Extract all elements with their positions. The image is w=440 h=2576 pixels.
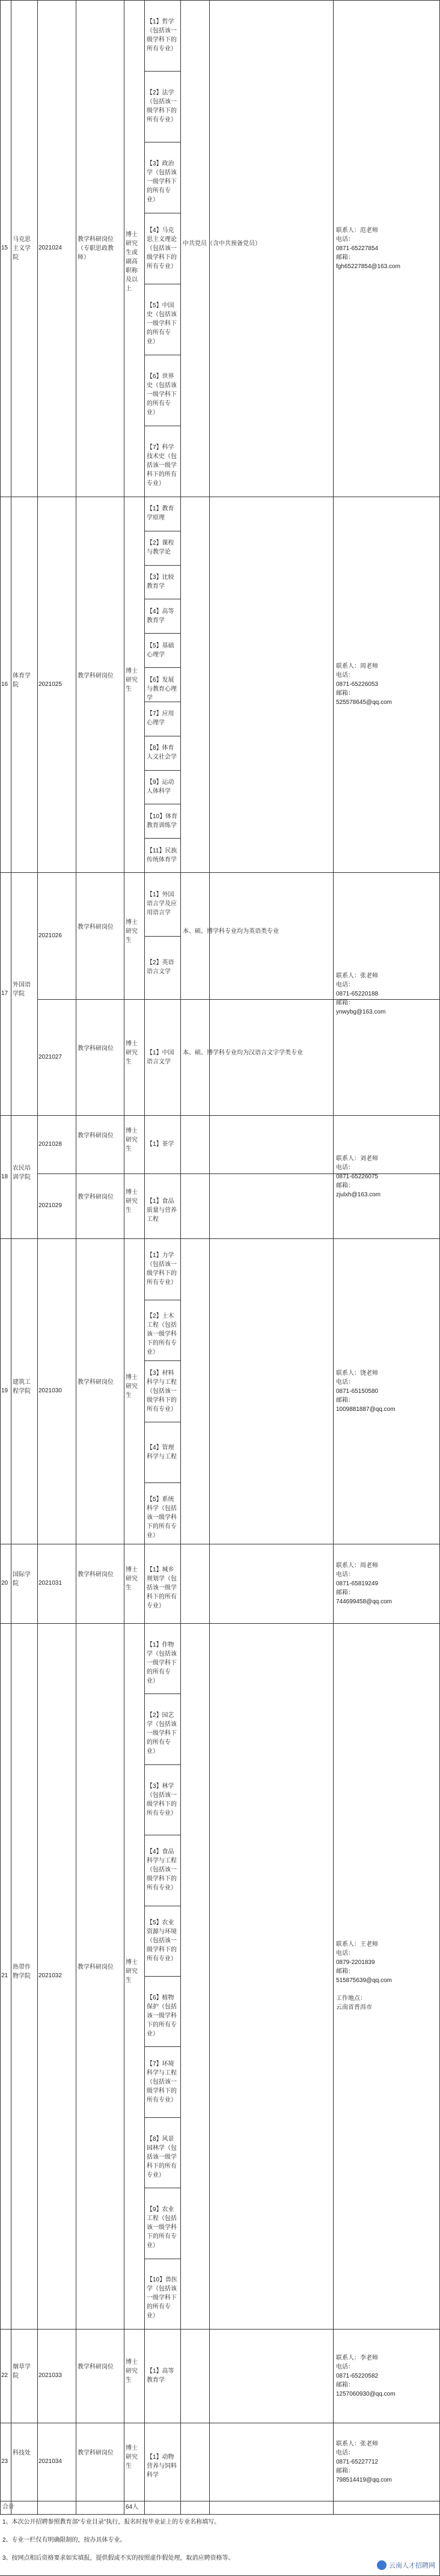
major-item: 【1】茶学 [147,1141,174,1148]
major-divider [144,1764,180,1765]
post-code: 2021028 [38,1140,62,1148]
major-divider [144,71,180,72]
education-requirement: 博士研究生 [126,919,138,944]
contact-info: 联系人：王老师 电话： 0879-2201839 邮箱： 515875639@qq.com 工作地点： 云南省普洱市 [336,1941,392,2011]
major-item: 【1】中国语言文学 [147,1049,174,1065]
education-requirement: 博士研究生或副高职称及以上 [126,231,138,292]
major-item: 【6】世界史（包括该一级学科下的所有专业） [147,373,177,416]
college-name: 农民培训学院 [13,1164,31,1181]
column-divider [209,0,210,2514]
column-divider [0,0,1,2514]
major-divider [144,667,180,668]
other-requirement: 本、硕、博学科专业均为汉语言文字学类专业 [183,1049,303,1056]
post-code: 2021029 [38,1202,62,1209]
education-requirement: 博士研究生 [126,2445,138,2470]
education-requirement: 博士研究生 [126,1040,138,1065]
major-item: 【7】应用心理学 [147,711,174,727]
post-code: 2021031 [38,1580,62,1586]
major-item: 【4】马克思主义理论（包括该一级学科下的所有专业） [147,227,177,270]
education-requirement: 博士研究生 [126,1189,138,1214]
total-label: 合计 [2,2504,14,2510]
major-item: 【5】中国史（包括该一级学科下的所有专业） [147,302,177,345]
major-item: 【8】风景园林学（包括该一级学科下的所有专业） [147,2135,177,2179]
post-code: 2021024 [38,245,62,251]
post-code: 2021025 [38,681,62,688]
post-type: 教学科研岗位 [78,1194,114,1201]
post-code: 2021033 [38,2372,62,2379]
college-name: 外国语学院 [13,982,31,997]
major-divider [144,770,180,771]
post-code: 2021030 [38,1387,62,1394]
post-type: 教学科研岗位（专职思政教师） [78,236,114,261]
major-divider [144,1976,180,1977]
major-item: 【9】运动人体科学 [147,779,174,795]
college-name: 热带作物学院 [13,1964,31,1980]
major-item: 【7】科学技术史（包括该一级学科下的所有专业） [147,444,177,487]
major-item: 【5】系统科学（包括该一级学科下的所有专业） [147,1496,177,1540]
post-type: 教学科研岗位 [78,672,114,679]
total-value: 64人 [126,2504,139,2510]
college-name: 建筑工程学院 [13,1379,31,1395]
row-divider [0,0,440,1]
major-divider [144,838,180,839]
major-divider [144,936,180,937]
major-item: 【1】城乡规划学（包括该一级学科下的所有专业） [147,1567,177,1609]
major-item: 【1】力学（包括该一级学科下的所有专业） [147,1252,177,1286]
post-code: 2021027 [38,1053,62,1060]
row-number: 20 [1,1580,8,1586]
major-item: 【6】植物保护（包括该一级学科下的所有专业） [147,1994,177,2037]
contact-info: 联系人：李老师 电话： 0871-65220582 邮箱： 1257060930@qq.com [336,2354,396,2397]
major-item: 【3】比较教育学 [147,574,174,590]
contact-info: 联系人：饶老师 电话： 0871-65150580 邮箱： 1009881887@qq.com [336,1369,396,1413]
post-type: 教学科研岗位 [78,1571,114,1578]
major-item: 【1】动物营养与饲料科学 [147,2454,177,2479]
education-requirement: 博士研究生 [126,1959,138,1984]
watermark-logo-icon [377,2560,387,2570]
other-requirement: 中共党员（含中共预备党员） [183,240,261,247]
contact-info: 联系人：范老师 电话： 0871-65227854 邮箱： fgh65227854@163.com [336,227,400,270]
post-type: 教学科研岗位 [78,1379,114,1386]
college-name: 体育学院 [13,672,31,688]
row-number: 17 [1,990,8,997]
row-divider [0,1623,440,1624]
college-name: 烟草学院 [13,2364,31,2379]
major-item: 【4】食品科学与工程（包括该一级学科下的所有专业） [147,1849,177,1892]
education-requirement: 博士研究生 [126,667,138,693]
education-requirement: 博士研究生 [126,1374,138,1399]
major-item: 【5】基础心理学 [147,642,174,658]
major-item: 【2】课程与教学论 [147,540,174,556]
row-divider [0,2329,440,2330]
major-divider [144,1693,180,1694]
post-type: 教学科研岗位 [78,2364,114,2370]
row-number: 22 [1,2372,8,2379]
major-divider [144,2117,180,2118]
notes-divider [0,2514,440,2515]
education-requirement: 博士研究生 [126,1567,138,1591]
major-item: 【1】哲学（包括该一级学科下的所有专业） [147,19,177,52]
college-name: 科技处 [13,2450,31,2456]
major-item: 【2】法学（包括该一级学科下的所有专业） [147,90,177,123]
footnote: 1、本次公开招聘参照教育部“专业目录”执行，报名时按毕业证上的专业名称填写。 [2,2519,221,2526]
major-divider [144,2046,180,2047]
contact-info: 联系人：周老师 电话： 0871-65819249 邮箱： 744699458@qq.com [336,1562,392,1605]
major-item: 【10】体育教育训练学 [147,813,178,829]
major-divider [144,633,180,634]
major-item: 【2】英语语言文学 [147,959,174,976]
contact-info: 联系人：刘老师 电话： 0871-65226075 邮箱： zjulxh@163.com [336,1155,381,1198]
other-requirement: 本、硕、博学科专业均为英语类专业 [183,928,279,935]
major-item: 【9】农业工程（包括该一级学科下的所有专业） [147,2206,177,2249]
major-item: 【4】高等教育学 [147,608,174,624]
post-code: 2021034 [38,2458,62,2465]
row-number: 23 [1,2458,8,2465]
major-item: 【5】农业资源与环境（包括该一级学科下的所有专业） [147,1919,177,1962]
row-divider [0,872,440,873]
post-type: 教学科研岗位 [78,2450,114,2456]
major-item: 【1】作物学（包括该一级学科下的所有专业） [147,1641,177,1684]
post-type: 教学科研岗位 [78,1045,114,1052]
major-item: 【1】教育学原理 [147,506,174,522]
row-number: 18 [1,1173,8,1180]
education-requirement: 博士研究生 [126,2359,138,2384]
major-item: 【7】环境科学与工程（包括该一级学科下的所有专业） [147,2060,177,2103]
footnote: 2、专业一栏仅有明确限制的，按办具体专业。 [2,2537,126,2544]
contact-info: 联系人：张老师 电话： 0871-65227712 邮箱： 798514419@qq.com [336,2440,392,2483]
column-divider [37,0,38,2514]
major-item: 【6】发展与教育心理学 [147,676,177,702]
major-divider [144,1482,180,1483]
major-divider [144,565,180,566]
row-divider [0,1238,440,1239]
watermark [377,2560,435,2570]
row-number: 21 [1,1972,8,1979]
college-name: 国际学院 [13,1571,31,1587]
contact-info: 联系人：张老师 电话： 0871-65220188 邮箱： ynwybg@163.com [336,972,386,1015]
post-type: 教学科研岗位 [78,1964,114,1971]
major-item: 【1】食品质量与营养工程 [147,1198,177,1223]
education-requirement: 博士研究生 [126,1127,138,1152]
college-name: 马克思主义学院 [13,236,31,261]
major-item: 【11】民族传统体育学 [147,847,177,863]
major-item: 【4】管理科学与工程 [147,1444,177,1460]
row-number: 16 [1,681,8,688]
row-number: 19 [1,1387,8,1394]
contact-info: 联系人：周老师 电话： 0871-65226053 邮箱： 525578645@qq.com [336,663,392,706]
major-item: 【3】政治学（包括该一级学科下的所有专业） [147,161,177,203]
column-divider [144,0,145,2514]
post-code: 2021032 [38,1972,62,1979]
major-item: 【10】兽医学（包括该一级学科下的所有专业） [147,2277,178,2320]
post-type: 教学科研岗位 [78,923,114,931]
major-item: 【3】材料科学与工程（包括该一级学科下的所有专业） [147,1369,177,1413]
watermark-text: 云南人才招聘网 [389,2562,435,2569]
row-number: 15 [1,245,8,251]
column-divider [180,0,181,2514]
major-item: 【3】林学（包括该一级学科下的所有专业） [147,1782,177,1817]
row-divider [0,1115,440,1116]
major-item: 【1】外国语言学及应用语言学 [147,892,177,917]
footnote: 3、按网点相后资格要求如实填报，提供假或不实的按照虚作假处理，取消应聘资格等。 [2,2555,234,2562]
major-divider [144,1360,180,1361]
major-item: 【2】园艺学（包括该一级学科下的所有专业） [147,1712,177,1755]
column-divider [333,0,334,2514]
post-type: 教学科研岗位 [78,1132,114,1139]
major-item: 【1】高等教育学 [147,2368,174,2384]
major-item: 【2】土木工程（包括该一级学科下的所有专业） [147,1313,177,1356]
major-item: 【8】体育人文社会学 [147,745,177,761]
post-code: 2021026 [38,932,62,939]
